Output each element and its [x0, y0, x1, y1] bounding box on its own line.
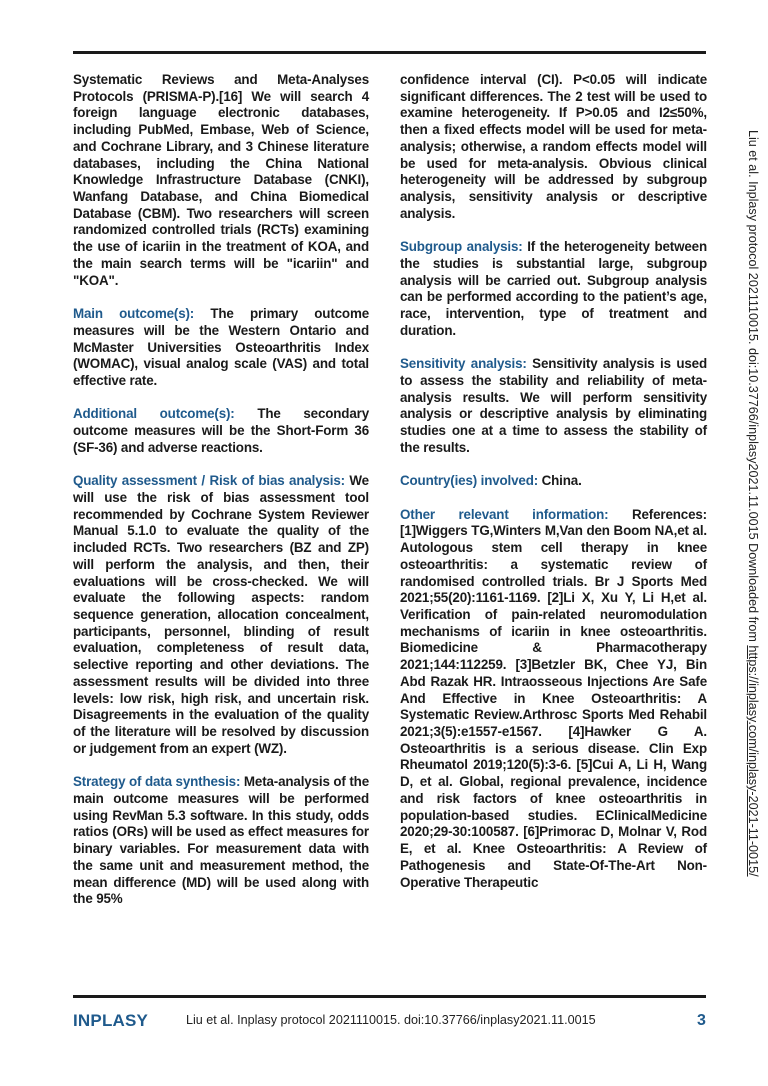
- data-synthesis-heading: Strategy of data synthesis:: [73, 774, 241, 790]
- quality-assessment-text: We will use the risk of bias assessment tool recommended by Cochrane System Reviewer Manual 5.1.0 to evaluate the quality of the included RCTs. Two researchers (BZ and ZP) will perform the analysis, and then, their evaluations will be cross-checked. We will evaluate the following aspects: random sequence generation, allocation concealment, participants, personnel, blinding of result evaluation, completeness of result data, selective reporting and other deviations. The assessment results will be divided into three levels: low risk, high risk, and uncertain risk. Disagreements in the evaluation of the quality of the literature will be resolved by discussion or judgement from an expert (WZ).: [73, 473, 369, 756]
- continued-text: confidence interval (CI). P<0.05 will indicate significant differences. The 2 test will be used to examine heterogeneity. If P>0.05 and I2≤50%, then a fixed effects model will be used for meta-analysis; otherwise, a random effects model will be used for meta-analysis. Obvious clinical heterogeneity will be addressed by subgroup analysis, sensitivity analysis or descriptive analysis.: [400, 72, 707, 221]
- sensitivity-section: [400, 356, 707, 456]
- side-citation: [744, 130, 762, 926]
- data-synthesis-section: [73, 774, 369, 908]
- header-rule: [73, 51, 706, 54]
- data-synthesis-text: Meta-analysis of the main outcome measures will be performed using RevMan 5.3 software. In this study, odds ratios (ORs) will be used as effect measures for binary variables. For measurement data with the same unit and measurement method, the mean difference (MD) will be used along with the 95%: [73, 774, 369, 907]
- additional-outcome-text: The secondary outcome measures will be the Short-Form 36 (SF-36) and adverse reactions.: [73, 406, 369, 455]
- intro-paragraph: [73, 72, 369, 289]
- footer-citation: Liu et al. Inplasy protocol 2021110015. doi:10.37766/inplasy2021.11.0015: [186, 1013, 596, 1027]
- country-heading: Country(ies) involved:: [400, 473, 539, 489]
- continued-paragraph: [400, 72, 707, 222]
- sensitivity-text: Sensitivity analysis is used to assess the stability and reliability of meta-analysis results. We will perform sensitivity analysis or descriptive analysis by eliminating studies one at a time to assess the stability of the results.: [400, 356, 707, 455]
- side-citation-text: Liu et al. Inplasy protocol 2021110015. doi:10.37766/inplasy2021.11.0015 Downloaded from: [746, 130, 760, 646]
- download-link[interactable]: https://inplasy.com/inplasy-2021-11-0015/: [746, 645, 760, 877]
- subgroup-heading: Subgroup analysis:: [400, 239, 523, 255]
- sensitivity-heading: Sensitivity analysis:: [400, 356, 527, 372]
- main-outcome-heading: Main outcome(s):: [73, 306, 195, 322]
- quality-assessment-heading: Quality assessment / Risk of bias analysis:: [73, 473, 345, 489]
- other-info-heading: Other relevant information:: [400, 506, 609, 522]
- country-section: [400, 473, 707, 490]
- additional-outcome-section: [73, 406, 369, 456]
- page-number: 3: [697, 1012, 706, 1029]
- country-text: China.: [538, 473, 582, 489]
- references-text: References: [1]Wiggers TG,Winters M,Van den Boom NA,et al. Autologous stem cell therapy in knee osteoarthritis: a systematic review of randomised controlled trials. Br J Sports Med 2021;55(20):1161-1169. [2]Li X, Xu Y, Li H,et al. Verification of pain-related neuromodulation mechanisms of icariin in knee osteoarthritis. Biomedicine & Pharmacotherapy 2021;144:112259. [3]Betzler BK, Chee YJ, Bin Abd Razak HR. Intraosseous Injections Are Safe And Effective in Knee Osteoarthritis: A Systematic Review.Arthrosc Sports Med Rehabil 2021;3(5):e1557-e1567. [4]Hawker G A. Osteoarthritis is a serious disease. Clin Exp Rheumatol 2019;120(5):3-6. [5]Cui A, Li H, Wang D, et al. Global, regional prevalence, incidence and risk factors of knee osteoarthritis in population-based studies. EClinicalMedicine 2020;29-30:100587. [6]Primorac D, Molnar V, Rod E, et al. Knee Osteoarthritis: A Review of Pathogenesis and State-Of-The-Art Non-Operative Therapeutic: [400, 506, 707, 890]
- footer-rule: [73, 995, 706, 998]
- main-outcome-section: [73, 306, 369, 390]
- footer-brand-logo: INPLASY: [73, 1011, 149, 1030]
- right-column: [400, 72, 707, 908]
- intro-text: Systematic Reviews and Meta-Analyses Protocols (PRISMA-P).[16] We will search 4 foreign language electronic databases, including PubMed, Embase, Web of Science, and Cochrane Library, and 3 Chinese literature databases, including the China National Knowledge Infrastructure Database (CNKI), Wanfang Database, and China Biomedical Database (CBM). Two researchers will screen randomized controlled trials (RCTs) examining the use of icariin in the treatment of KOA, and the main search terms will be "icariin" and "KOA".: [73, 72, 369, 288]
- main-outcome-text: The primary outcome measures will be the Western Ontario and McMaster Universities Osteoarthritis Index (WOMAC), visual analog scale (VAS) and total effective rate.: [73, 306, 370, 388]
- subgroup-text: If the heterogeneity between the studies is substantial large, subgroup analysis will be carried out. Subgroup analysis can be performed according to the patient’s age, race, intervention, type of treatment and duration.: [400, 239, 707, 338]
- subgroup-section: [400, 239, 707, 339]
- additional-outcome-heading: Additional outcome(s):: [73, 406, 235, 422]
- other-info-section: [400, 507, 707, 892]
- quality-assessment-section: [73, 473, 369, 757]
- left-column: [73, 72, 369, 925]
